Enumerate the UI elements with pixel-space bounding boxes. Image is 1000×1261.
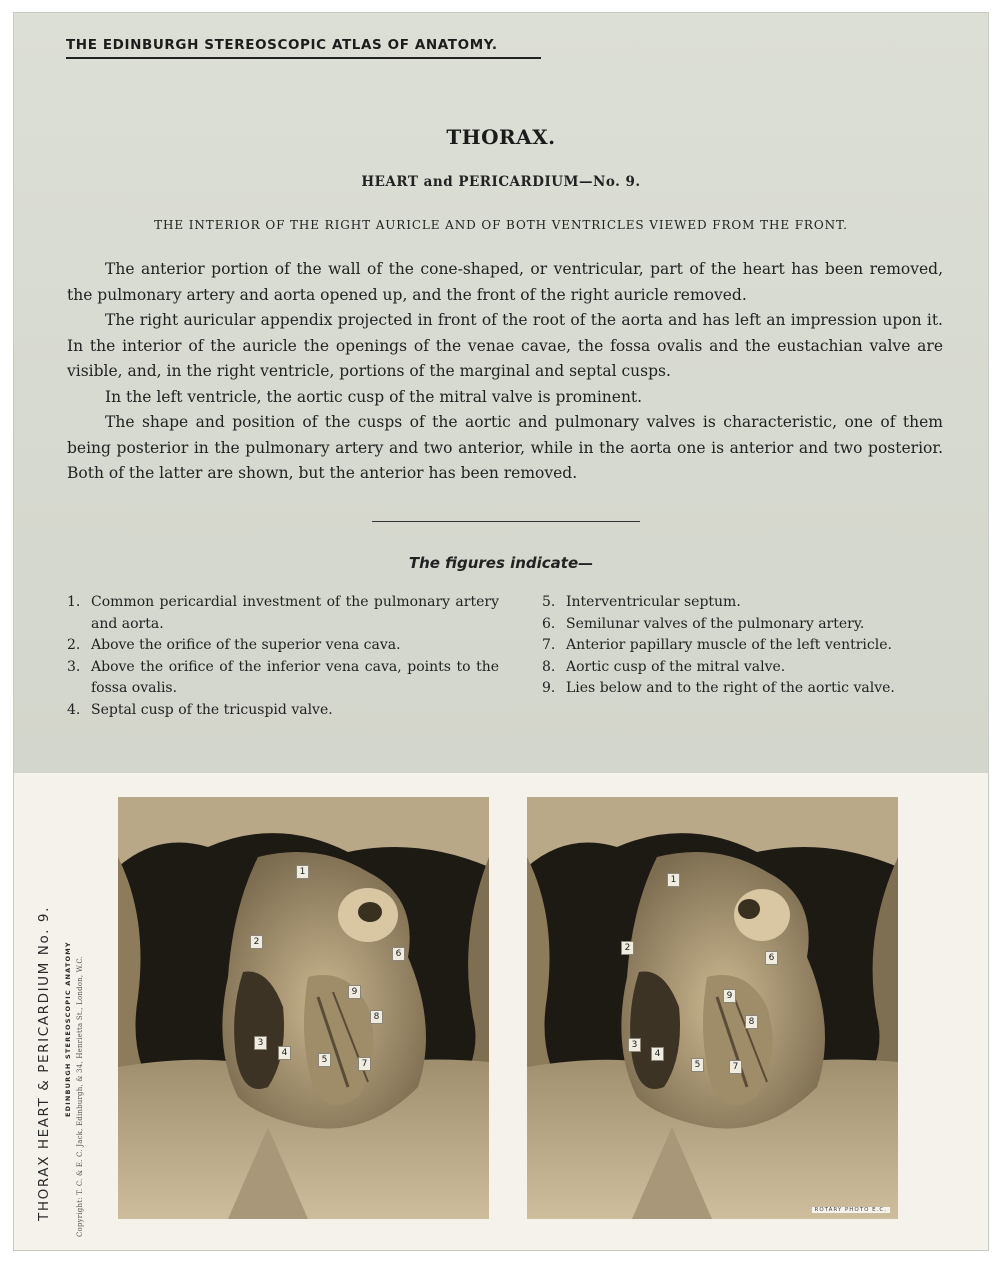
legend-number: 1. [67, 594, 81, 610]
figures-heading: The figures indicate— [408, 554, 594, 572]
legend-item [542, 614, 934, 636]
description-paragraph: In the left ventricle, the aortic cusp of the mitral valve is prominent. [105, 387, 643, 406]
figure-marker: 1 [667, 873, 680, 887]
legend-text: Above the orifice of the superior vena cava. [91, 637, 401, 653]
legend-text: Semilunar valves of the pulmonary artery. [566, 615, 865, 632]
card-spine [36, 813, 96, 1237]
figure-marker: 4 [651, 1047, 664, 1061]
figure-marker: 6 [765, 951, 778, 965]
figure-marker: 5 [318, 1053, 331, 1067]
stereo-photo-left [118, 797, 489, 1219]
text-panel [14, 13, 988, 773]
figure-marker: 4 [278, 1046, 291, 1060]
legend-number: 6. [542, 615, 556, 632]
figure-marker: 7 [358, 1057, 371, 1071]
stereo-card [14, 13, 988, 1250]
legend-number: 4. [67, 701, 81, 718]
figure-marker: 3 [254, 1036, 267, 1050]
figure-legend-right [542, 592, 934, 700]
legend-number: 9. [542, 680, 556, 696]
legend-text: Common pericardial investment of the pulmonary artery and aorta. [91, 594, 499, 632]
legend-item [67, 635, 499, 657]
figure-marker: 2 [250, 935, 263, 949]
photo-panel [14, 773, 988, 1250]
legend-text: Anterior papillary muscle of the left ventricle. [566, 637, 892, 653]
legend-item [542, 635, 934, 657]
legend-number: 5. [542, 594, 556, 610]
legend-number: 8. [542, 658, 556, 675]
legend-item [67, 592, 499, 635]
legend-number: 7. [542, 637, 556, 653]
spine-title: THORAX HEART & PERICARDIUM No. 9. [36, 906, 52, 1221]
legend-number: 3. [67, 658, 81, 675]
view-caption: THE INTERIOR OF THE RIGHT AURICLE AND OF BOTH VENTRICLES VIEWED FROM THE FRONT. [154, 218, 848, 232]
legend-item [67, 700, 499, 722]
series-title: THE EDINBURGH STEREOSCOPIC ATLAS OF ANATOMY. [66, 37, 498, 53]
legend-text: Septal cusp of the tricuspid valve. [91, 701, 333, 718]
description-paragraph: The right auricular appendix projected in front of the root of the aorta and has left an impression upon it. In the interior of the auricle the openings of the venae cavae, the fossa ovalis and the eustachian valve are visible, and, in the right ventricle, portions of the marginal and septal cusps. [67, 311, 943, 380]
legend-text: Interventricular septum. [566, 594, 741, 610]
description-paragraph: The shape and position of the cusps of the aortic and pulmonary valves is characteristic, one of them being posterior in the pulmonary artery and two anterior, while in the aorta one is anterior and two posterior. Both of the latter are shown, but the anterior has been removed. [67, 413, 943, 482]
spine-copyright: Copyright: T. C. & E. C. Jack, Edinburgh, & 34, Henrietta St., London, W.C. [76, 955, 84, 1237]
subject-title: HEART and PERICARDIUM—No. 9. [361, 174, 641, 190]
legend-item [67, 657, 499, 700]
figure-marker: 9 [723, 989, 736, 1003]
figure-marker: 6 [392, 947, 405, 961]
section-divider [372, 521, 640, 522]
legend-item [542, 657, 934, 679]
figure-marker: 5 [691, 1058, 704, 1072]
figure-marker: 8 [745, 1015, 758, 1029]
figure-legend-left [67, 592, 499, 721]
figure-marker: 8 [370, 1010, 383, 1024]
legend-text: Aortic cusp of the mitral valve. [566, 658, 786, 675]
description [67, 257, 943, 487]
section-title: THORAX. [446, 125, 556, 149]
legend-item [542, 592, 934, 614]
figure-marker: 9 [348, 985, 361, 999]
legend-text: Above the orifice of the inferior vena cava, points to the fossa ovalis. [91, 658, 499, 696]
legend-item [542, 678, 934, 700]
stereo-photo-right [527, 797, 898, 1219]
series-title-underline [66, 57, 541, 59]
legend-number: 2. [67, 637, 81, 653]
photo-credit: ROTARY PHOTO E.C. [812, 1207, 890, 1213]
heart-dissection-image [118, 797, 489, 1219]
spine-atlas-name: EDINBURGH STEREOSCOPIC ANATOMY [64, 941, 72, 1117]
figure-marker: 3 [628, 1038, 641, 1052]
description-paragraph: The anterior portion of the wall of the cone-shaped, or ventricular, part of the heart has been removed, the pulmonary artery and aorta opened up, and the front of the right auricle removed. [67, 260, 943, 304]
legend-text: Lies below and to the right of the aortic valve. [566, 680, 895, 696]
figure-marker: 2 [621, 941, 634, 955]
figure-marker: 1 [296, 865, 309, 879]
figure-marker: 7 [729, 1060, 742, 1074]
heart-dissection-image [527, 797, 898, 1219]
